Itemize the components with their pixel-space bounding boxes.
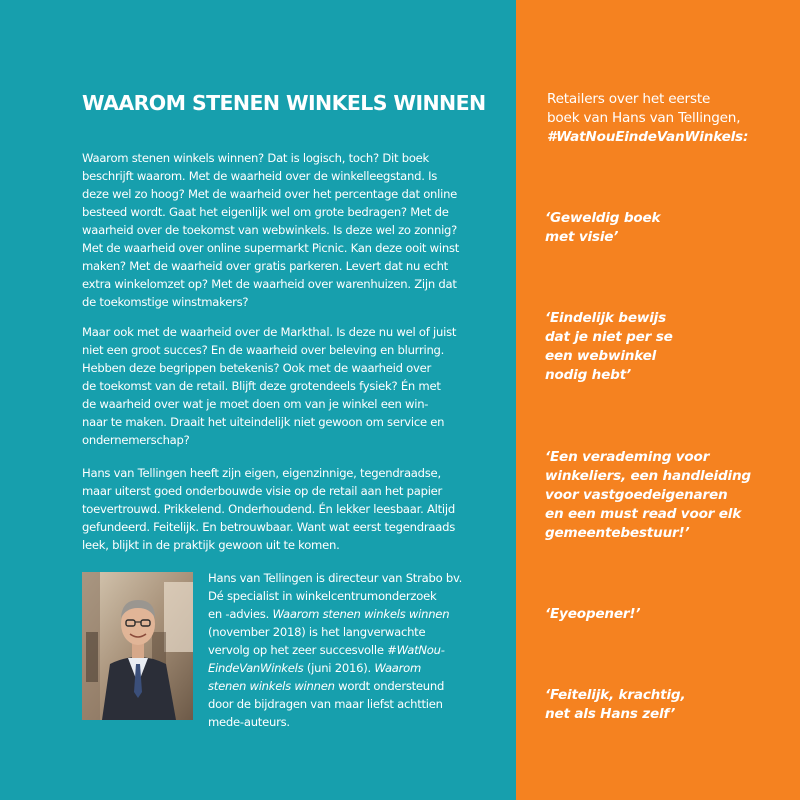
quote-line: en een must read voor elk bbox=[545, 506, 742, 522]
text-line: niet een groot succes? En de waarheid over beleving en blurring. bbox=[82, 343, 445, 357]
quote-line: gemeentebestuur!’ bbox=[545, 525, 690, 541]
book-title: stenen winkels winnen bbox=[208, 679, 335, 693]
quote bbox=[545, 686, 785, 724]
bio-text: door de bijdragen van maar liefst achttien bbox=[208, 697, 443, 711]
quote-line: ‘Een verademing voor bbox=[545, 449, 710, 465]
text-line: besteed wordt. Gaat het eigenlijk wel om grote bedragen? Met de bbox=[82, 205, 449, 219]
text-line: Met de waarheid over online supermarkt Picnic. Kan deze ooit winst bbox=[82, 241, 460, 255]
text-line: de toekomst van de retail. Blijft deze grotendeels fysiek? Én met bbox=[82, 379, 441, 393]
quotes-intro bbox=[547, 90, 787, 147]
page-title: WAAROM STENEN WINKELS WINNEN bbox=[82, 91, 486, 115]
text-line: gefundeerd. Feitelijk. En betrouwbaar. Want wat eerst tegendraads bbox=[82, 520, 456, 534]
quote bbox=[545, 209, 785, 247]
author-photo bbox=[82, 572, 193, 720]
bio-text: Hans van Tellingen is directeur van Strabo bv. bbox=[208, 571, 463, 585]
bio-text: (november 2018) is het langverwachte bbox=[208, 625, 426, 639]
book-title: #WatNou- bbox=[387, 643, 445, 657]
text-line bbox=[208, 623, 478, 641]
text-line: waarheid over de toekomst van webwinkels. Is deze wel zo zonnig? bbox=[82, 223, 458, 237]
text-line bbox=[208, 695, 478, 713]
quote-line: ‘Eindelijk bewijs bbox=[545, 310, 667, 326]
text-line: Hans van Tellingen heeft zijn eigen, eigenzinnige, tegendraadse, bbox=[82, 466, 441, 480]
text-line bbox=[208, 659, 478, 677]
bio-text: wordt ondersteund bbox=[338, 679, 445, 693]
quote-line: dat je niet per se bbox=[545, 329, 673, 345]
quote bbox=[545, 309, 785, 385]
hashtag: #WatNouEindeVanWinkels: bbox=[547, 129, 749, 145]
book-title: EindeVanWinkels bbox=[208, 661, 304, 675]
text-line: maken? Met de waarheid over gratis parkeren. Levert dat nu echt bbox=[82, 259, 448, 273]
quote-line: ‘Feitelijk, krachtig, bbox=[545, 687, 686, 703]
text-line bbox=[208, 605, 478, 623]
paragraph-1 bbox=[82, 149, 465, 311]
text-line: naar te maken. Draait het uiteindelijk niet gewoon om service en bbox=[82, 415, 445, 429]
book-title: Waarom bbox=[374, 661, 422, 675]
quote-line: ‘Geweldig boek bbox=[545, 210, 661, 226]
book-title: Waarom stenen winkels winnen bbox=[272, 607, 450, 621]
intro-line: Retailers over het eerste bbox=[547, 91, 711, 107]
text-line: extra winkelomzet op? Met de waarheid over warenhuizen. Zijn dat bbox=[82, 277, 457, 291]
text-line bbox=[208, 587, 478, 605]
text-line bbox=[208, 641, 478, 659]
text-line: Waarom stenen winkels winnen? Dat is logisch, toch? Dit boek bbox=[82, 151, 430, 165]
text-line: deze wel zo hoog? Met de waarheid over het percentage dat online bbox=[82, 187, 458, 201]
bio-text: vervolg op het zeer succesvolle bbox=[208, 643, 384, 657]
text-line: Hebben deze begrippen betekenis? Ook met de waarheid over bbox=[82, 361, 431, 375]
quote-line: nodig hebt’ bbox=[545, 367, 631, 383]
quote-line: voor vastgoedeigenaren bbox=[545, 487, 728, 503]
text-line: de toekomstige winstmakers? bbox=[82, 295, 249, 309]
paragraph-2 bbox=[82, 323, 465, 449]
bio-text: (juni 2016). bbox=[306, 661, 371, 675]
paragraph-3 bbox=[82, 464, 465, 554]
text-line bbox=[208, 569, 478, 587]
text-line: Maar ook met de waarheid over de Markthal. Is deze nu wel of juist bbox=[82, 325, 457, 339]
text-line: maar uiterst goed onderbouwde visie op de retail aan het papier bbox=[82, 484, 443, 498]
author-bio bbox=[208, 569, 478, 731]
text-line bbox=[208, 677, 478, 695]
text-line bbox=[208, 713, 478, 731]
quote bbox=[545, 605, 785, 624]
quote-line: winkeliers, een handleiding bbox=[545, 468, 751, 484]
text-line: beschrijft waarom. Met de waarheid over de winkelleegstand. Is bbox=[82, 169, 438, 183]
bio-text: mede-auteurs. bbox=[208, 715, 290, 729]
text-line: ondernemerschap? bbox=[82, 433, 190, 447]
quote-line: een webwinkel bbox=[545, 348, 657, 364]
quote-line: net als Hans zelf’ bbox=[545, 706, 676, 722]
bio-text: Dé specialist in winkelcentrumonderzoek bbox=[208, 589, 437, 603]
quote-line: met visie’ bbox=[545, 229, 619, 245]
intro-line: boek van Hans van Tellingen, bbox=[547, 110, 741, 126]
text-line: toevertrouwd. Prikkelend. Onderhoudend. Én lekker leesbaar. Altijd bbox=[82, 502, 455, 516]
bio-text: en -advies. bbox=[208, 607, 270, 621]
quote-line: ‘Eyeopener!’ bbox=[545, 606, 641, 622]
quote bbox=[545, 448, 785, 543]
text-line: de waarheid over wat je moet doen om van je winkel een win- bbox=[82, 397, 429, 411]
text-line: leek, blijkt in de praktijk gewoon uit te komen. bbox=[82, 538, 340, 552]
